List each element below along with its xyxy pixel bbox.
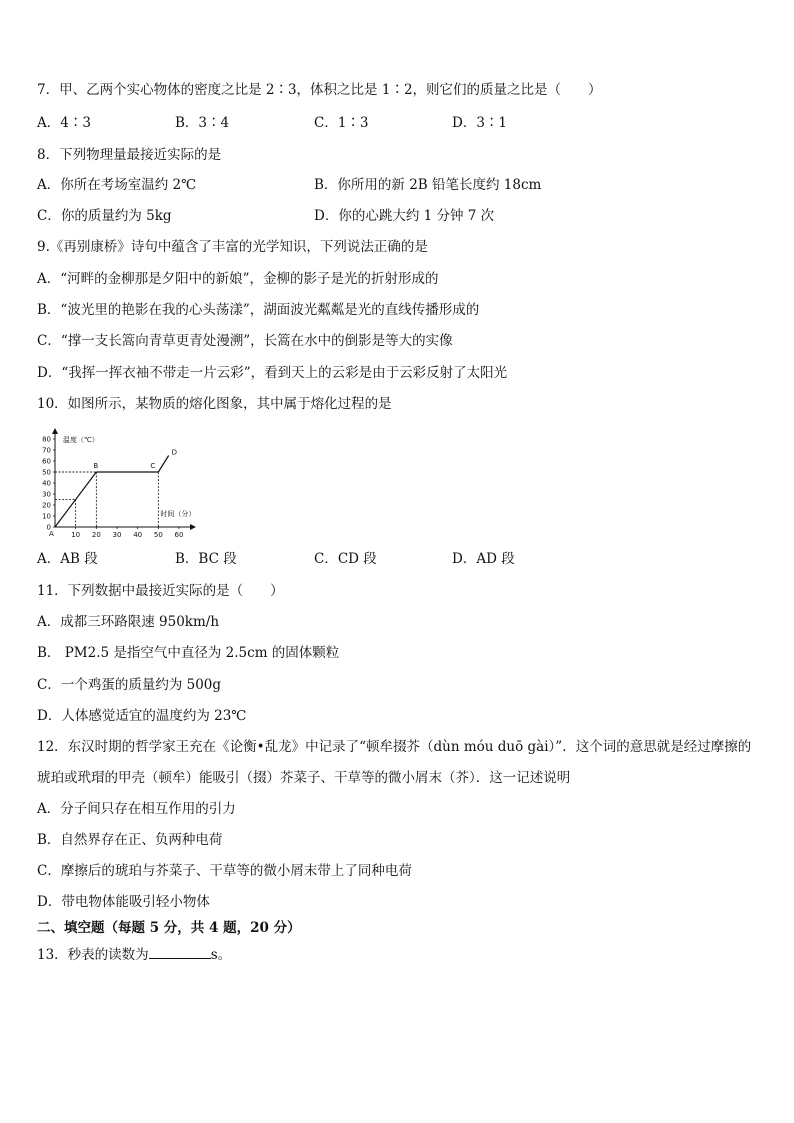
x-tick-label: 10 — [71, 531, 81, 539]
y-tick-label: 20 — [42, 501, 51, 510]
q13-answer-blank — [149, 946, 211, 959]
q12-stem-line2: 琥珀或玳瑁的甲壳（顿牟）能吸引（掇）芥菜子、干草等的微小屑末（芥）．这一记述说明 — [37, 770, 571, 786]
point-label-c: C — [150, 462, 156, 470]
point-label-b: B — [93, 462, 99, 470]
y-tick-label: 40 — [42, 479, 51, 488]
q11-option-a: A．成都三环路限速 950km/h — [37, 614, 220, 630]
q8-option-a: A．你所在考场室温约 2℃ — [37, 177, 197, 193]
section-title-fill-blank: 二、填空题（每题 5 分，共 4 题，20 分） — [37, 920, 301, 936]
y-tick-label: 70 — [42, 446, 51, 455]
q8-option-d: D．你的心跳大约 1 分钟 7 次 — [314, 208, 495, 224]
point-label-d: D — [171, 448, 178, 457]
q9-option-a: A．“河畔的金柳那是夕阳中的新娘”，金柳的影子是光的折射形成的 — [37, 271, 439, 287]
q12-option-a: A．分子间只存在相互作用的引力 — [37, 801, 236, 817]
x-tick-label: 50 — [153, 531, 163, 539]
q10-option-b: B．BC 段 — [175, 551, 237, 567]
q7-option-d: D．3∶1 — [452, 115, 508, 131]
x-tick-label: 40 — [133, 531, 143, 539]
q12-stem-line1: 12．东汉时期的哲学家王充在《论衡•乱龙》中记录了“顿牟掇芥（dùn móu duō gài）”．这个词的意思就是经过摩擦的 — [37, 739, 752, 755]
q9-option-d: D．“我挥一挥衣袖不带走一片云彩”，看到天上的云彩是由于云彩反射了太阳光 — [37, 365, 508, 381]
q10-option-a: A．AB 段 — [37, 551, 98, 567]
q12-option-d: D．带电物体能吸引轻小物体 — [37, 894, 210, 910]
q7-option-a: A．4∶3 — [37, 115, 91, 131]
q12-option-b: B．自然界存在正、负两种电荷 — [37, 832, 223, 848]
segment-cd — [158, 456, 168, 473]
y-tick-label: 60 — [42, 457, 51, 466]
x-tick-label: 20 — [91, 531, 101, 539]
y-tick-label: 0 — [46, 523, 51, 532]
q11-option-b: B． PM2.5 是指空气中直径为 2.5cm 的固体颗粒 — [37, 645, 340, 661]
y-tick-label: 10 — [42, 512, 51, 521]
q7-option-b: B．3∶4 — [175, 115, 230, 131]
q11-option-d: D．人体感觉适宜的温度约为 23℃ — [37, 708, 247, 724]
q11-option-c: C．一个鸡蛋的质量约为 500g — [37, 677, 222, 693]
q11-stem: 11．下列数据中最接近实际的是（ ） — [37, 583, 284, 599]
q9-option-c: C．“撑一支长篙向青草更青处漫溯”，长篙在水中的倒影是等大的实像 — [37, 333, 453, 349]
q9-option-b: B．“波光里的艳影在我的心头荡漾”，湖面波光粼粼是光的直线传播形成的 — [37, 302, 480, 318]
y-tick-label: 50 — [42, 468, 51, 477]
q7-stem: 7．甲、乙两个实心物体的密度之比是 2∶3，体积之比是 1∶2，则它们的质量之比是（ ） — [37, 82, 602, 98]
q12-option-c: C．摩擦后的琥珀与芥菜子、干草等的微小屑末带上了同种电荷 — [37, 863, 412, 879]
x-tick-label: 60 — [174, 531, 184, 539]
y-axis-title: 温度（℃） — [63, 436, 99, 444]
x-tick-label: 30 — [112, 531, 122, 539]
q10-option-c: C．CD 段 — [314, 551, 377, 567]
q10-stem: 10．如图所示，某物质的熔化图象，其中属于熔化过程的是 — [37, 396, 392, 412]
q9-stem: 9.《再别康桥》诗句中蕴含了丰富的光学知识，下列说法正确的是 — [37, 239, 428, 255]
q8-option-b: B．你所用的新 2B 铅笔长度约 18cm — [314, 177, 542, 193]
q13-stem — [37, 945, 231, 965]
q8-stem: 8．下列物理量最接近实际的是 — [37, 147, 222, 163]
y-tick-label: 80 — [42, 435, 51, 444]
q10-option-d: D．AD 段 — [452, 551, 515, 567]
y-tick-label: 30 — [42, 490, 51, 499]
melting-chart — [37, 422, 207, 544]
x-axis-title: 时间（分） — [160, 510, 196, 518]
q7-option-c: C．1∶3 — [314, 115, 369, 131]
q13-stem-before: 13．秒表的读数为 — [37, 947, 149, 963]
q8-option-c: C．你的质量约为 5kg — [37, 208, 172, 224]
q13-stem-after: s。 — [210, 947, 232, 963]
point-label-a: A — [49, 530, 54, 538]
